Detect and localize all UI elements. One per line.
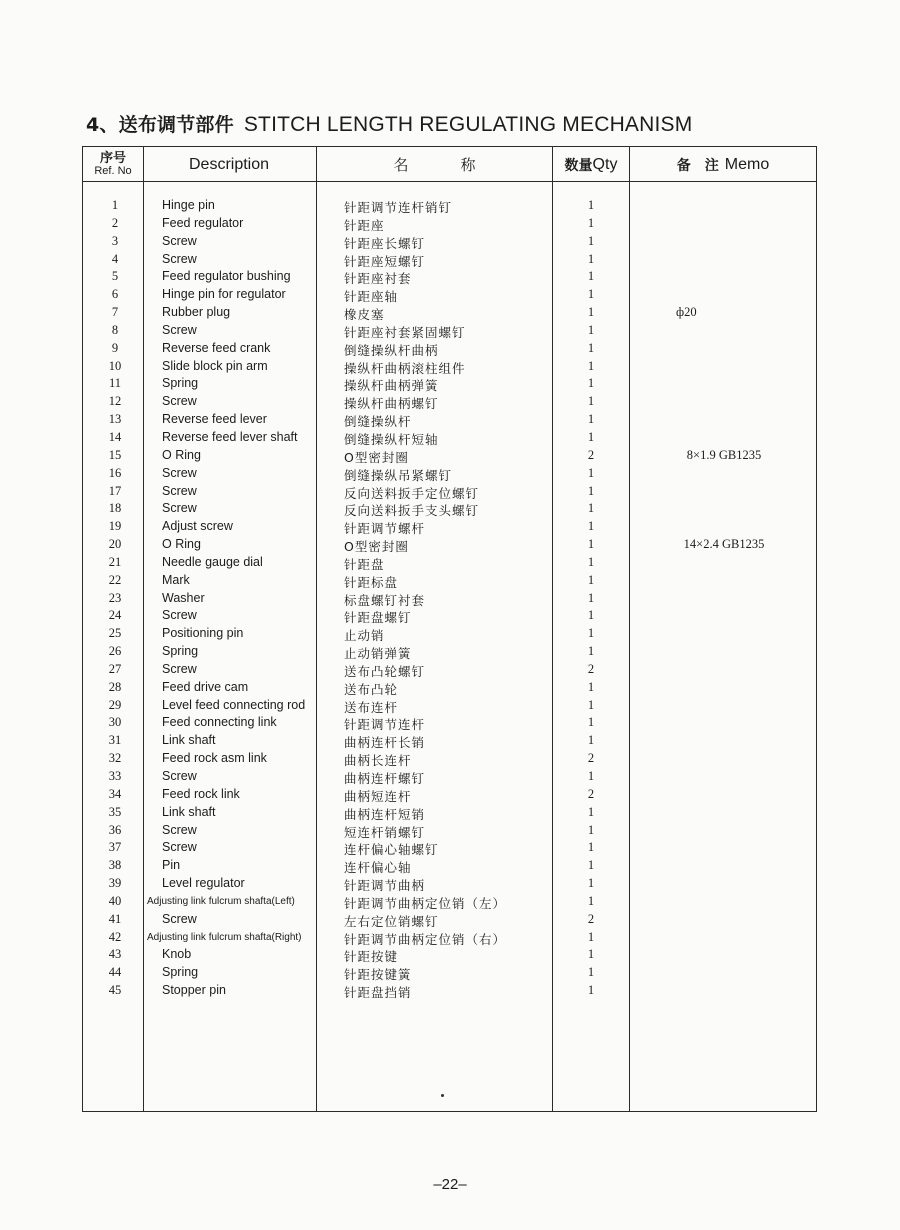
qty-cell: 1 bbox=[587, 519, 595, 534]
qty-cell: 1 bbox=[587, 644, 595, 659]
ref-no-cell: 28 bbox=[108, 679, 122, 694]
name-cell: 操纵杆曲柄弹簧 bbox=[344, 378, 439, 394]
table-row bbox=[0, 359, 900, 377]
ref-no-cell: 36 bbox=[108, 822, 122, 837]
table-row bbox=[0, 751, 900, 769]
table-row bbox=[0, 715, 900, 733]
header-ref-cn: 序号 bbox=[99, 151, 126, 166]
name-cell: 针距座衬套 bbox=[344, 271, 412, 287]
table-row bbox=[0, 216, 900, 234]
table-row bbox=[0, 858, 900, 876]
name-cell: 操纵杆曲柄滚柱组件 bbox=[344, 360, 466, 376]
qty-cell: 1 bbox=[587, 679, 595, 694]
header-memo-en: Memo bbox=[724, 155, 770, 173]
name-cell: 倒缝操纵杆 bbox=[344, 414, 412, 430]
name-cell: 送布连杆 bbox=[344, 699, 399, 715]
ref-no-cell: 39 bbox=[108, 876, 122, 891]
table-row bbox=[0, 662, 900, 680]
qty-cell: 1 bbox=[587, 429, 595, 444]
description-cell: Mark bbox=[162, 572, 190, 587]
qty-cell: 1 bbox=[587, 626, 595, 641]
ref-no-cell: 38 bbox=[108, 858, 122, 873]
table-row bbox=[0, 305, 900, 323]
table-row bbox=[0, 823, 900, 841]
table-row bbox=[0, 965, 900, 983]
qty-cell: 1 bbox=[587, 376, 595, 391]
ref-no-cell: 37 bbox=[108, 840, 122, 855]
qty-cell: 1 bbox=[587, 412, 595, 427]
header-name-1: 名 bbox=[393, 156, 409, 174]
table-row bbox=[0, 287, 900, 305]
description-cell: Link shaft bbox=[162, 804, 216, 819]
description-cell: Feed regulator bbox=[162, 215, 244, 230]
qty-cell: 1 bbox=[587, 358, 595, 373]
table-row bbox=[0, 698, 900, 716]
table-row bbox=[0, 198, 900, 216]
ref-no-cell: 30 bbox=[108, 715, 122, 730]
qty-cell: 1 bbox=[587, 733, 595, 748]
ref-no-cell: 12 bbox=[108, 394, 122, 409]
description-cell: Slide block pin arm bbox=[162, 358, 268, 373]
table-row bbox=[0, 484, 900, 502]
name-cell: 针距按键 bbox=[344, 949, 399, 965]
qty-cell: 2 bbox=[587, 751, 595, 766]
name-cell: 针距盘挡销 bbox=[344, 985, 412, 1001]
ref-no-cell: 15 bbox=[108, 447, 122, 462]
table-row bbox=[0, 930, 900, 948]
description-cell: Level regulator bbox=[162, 876, 245, 891]
table-row bbox=[0, 430, 900, 448]
qty-cell: 1 bbox=[587, 269, 595, 284]
table-row bbox=[0, 537, 900, 555]
description-cell: Feed drive cam bbox=[162, 679, 249, 694]
ref-no-cell: 21 bbox=[108, 554, 122, 569]
scan-speck bbox=[441, 1094, 444, 1097]
ref-no-cell: 9 bbox=[111, 340, 119, 355]
ref-no-cell: 27 bbox=[108, 661, 122, 676]
name-cell: 反向送料扳手定位螺钉 bbox=[344, 485, 480, 501]
header-name-2: 称 bbox=[460, 156, 476, 174]
name-cell: 曲柄短连杆 bbox=[344, 788, 412, 804]
title-chinese: 4、送布调节部件 bbox=[86, 114, 234, 136]
qty-cell: 1 bbox=[587, 394, 595, 409]
description-cell: Screw bbox=[162, 465, 197, 480]
header-memo-cn: 备 注 bbox=[676, 157, 719, 174]
table-row bbox=[0, 376, 900, 394]
name-cell: 针距按键簧 bbox=[344, 967, 412, 983]
table-row bbox=[0, 912, 900, 930]
name-cell: 针距座衬套紧固螺钉 bbox=[344, 324, 466, 340]
name-cell: 倒缝操纵杆短轴 bbox=[344, 431, 439, 447]
table-row bbox=[0, 466, 900, 484]
qty-cell: 1 bbox=[587, 822, 595, 837]
description-cell: Needle gauge dial bbox=[162, 554, 263, 569]
ref-no-cell: 32 bbox=[108, 751, 122, 766]
ref-no-cell: 42 bbox=[108, 929, 122, 944]
page-number: –22– bbox=[433, 1176, 467, 1193]
qty-cell: 1 bbox=[587, 697, 595, 712]
ref-no-cell: 20 bbox=[108, 537, 122, 552]
description-cell: Rubber plug bbox=[162, 305, 231, 320]
table-row bbox=[0, 591, 900, 609]
qty-cell: 1 bbox=[587, 590, 595, 605]
name-cell: 送布凸轮螺钉 bbox=[344, 663, 426, 679]
table-row bbox=[0, 894, 900, 912]
ref-no-cell: 22 bbox=[108, 572, 122, 587]
memo-cell: 14×2.4 GB1235 bbox=[683, 537, 765, 552]
table-row bbox=[0, 644, 900, 662]
parts-list bbox=[0, 198, 900, 1001]
qty-cell: 1 bbox=[587, 947, 595, 962]
description-cell: Stopper pin bbox=[162, 983, 226, 998]
table-row bbox=[0, 394, 900, 412]
ref-no-cell: 5 bbox=[111, 269, 119, 284]
qty-cell: 1 bbox=[587, 983, 595, 998]
table-row bbox=[0, 269, 900, 287]
table-row bbox=[0, 769, 900, 787]
description-cell: Screw bbox=[162, 322, 197, 337]
ref-no-cell: 7 bbox=[111, 305, 119, 320]
table-row bbox=[0, 519, 900, 537]
ref-no-cell: 14 bbox=[108, 429, 122, 444]
name-cell: 操纵杆曲柄螺钉 bbox=[344, 396, 439, 412]
qty-cell: 1 bbox=[587, 251, 595, 266]
name-cell: 倒缝操纵吊紧螺钉 bbox=[344, 467, 453, 483]
qty-cell: 1 bbox=[587, 322, 595, 337]
ref-no-cell: 24 bbox=[108, 608, 122, 623]
description-cell: Screw bbox=[162, 394, 197, 409]
qty-cell: 1 bbox=[587, 483, 595, 498]
qty-cell: 1 bbox=[587, 858, 595, 873]
description-cell: Reverse feed lever bbox=[162, 412, 267, 427]
description-cell: Spring bbox=[162, 376, 199, 391]
qty-cell: 1 bbox=[587, 215, 595, 230]
description-cell: Screw bbox=[162, 608, 197, 623]
name-cell: 针距调节螺杆 bbox=[344, 521, 426, 537]
qty-cell: 1 bbox=[587, 608, 595, 623]
table-row bbox=[0, 234, 900, 252]
qty-cell: 1 bbox=[587, 465, 595, 480]
table-row bbox=[0, 787, 900, 805]
table-row bbox=[0, 608, 900, 626]
name-cell: 短连杆销螺钉 bbox=[344, 824, 426, 840]
name-cell: 针距座长螺钉 bbox=[344, 235, 426, 251]
name-cell: 针距调节曲柄 bbox=[344, 878, 426, 894]
ref-no-cell: 34 bbox=[108, 786, 122, 801]
name-cell: 送布凸轮 bbox=[344, 681, 399, 697]
table-row bbox=[0, 626, 900, 644]
table-row bbox=[0, 733, 900, 751]
description-cell: Screw bbox=[162, 483, 197, 498]
ref-no-cell: 4 bbox=[111, 251, 119, 266]
table-row bbox=[0, 840, 900, 858]
description-cell: Screw bbox=[162, 840, 197, 855]
qty-cell: 2 bbox=[587, 447, 595, 462]
name-cell: 针距座短螺钉 bbox=[344, 253, 426, 269]
description-cell: Level feed connecting rod bbox=[162, 697, 306, 712]
name-cell: 曲柄连杆螺钉 bbox=[344, 771, 426, 786]
description-cell: Feed regulator bushing bbox=[162, 269, 291, 284]
description-cell: Screw bbox=[162, 251, 197, 266]
ref-no-cell: 31 bbox=[108, 733, 122, 748]
name-cell: 连杆偏心轴 bbox=[344, 860, 412, 876]
ref-no-cell: 26 bbox=[108, 644, 122, 659]
name-cell: 止动销 bbox=[344, 628, 385, 644]
name-cell: 曲柄连杆长销 bbox=[344, 735, 426, 751]
ref-no-cell: 10 bbox=[108, 358, 122, 373]
name-cell: 曲柄长连杆 bbox=[344, 753, 412, 769]
header-qty-en: Qty bbox=[592, 155, 618, 173]
description-cell: O Ring bbox=[162, 447, 201, 462]
ref-no-cell: 29 bbox=[108, 697, 122, 712]
name-cell: 止动销弹簧 bbox=[344, 646, 412, 662]
table-row bbox=[0, 680, 900, 698]
ref-no-cell: 6 bbox=[111, 287, 119, 302]
header-memo bbox=[630, 148, 816, 181]
qty-cell: 2 bbox=[587, 911, 595, 926]
name-cell: 连杆偏心轴螺钉 bbox=[344, 842, 439, 858]
description-cell: Adjust screw bbox=[162, 519, 233, 534]
qty-cell: 1 bbox=[587, 198, 595, 212]
memo-cell: ф20 bbox=[676, 305, 697, 320]
ref-no-cell: 3 bbox=[111, 233, 119, 248]
description-cell: Adjusting link fulcrum shafta(Right) bbox=[147, 931, 302, 943]
name-cell: 针距调节连杆 bbox=[344, 717, 426, 733]
qty-cell: 2 bbox=[587, 786, 595, 801]
description-cell: Washer bbox=[162, 590, 205, 605]
title-english: STITCH LENGTH REGULATING MECHANISM bbox=[243, 113, 693, 136]
table-row bbox=[0, 983, 900, 1001]
description-cell: Reverse feed crank bbox=[162, 340, 271, 355]
name-cell: 针距调节曲柄定位销（右） bbox=[344, 931, 507, 947]
name-cell: 标盘螺钉衬套 bbox=[344, 592, 426, 608]
description-cell: Hinge pin for regulator bbox=[162, 287, 286, 302]
qty-cell: 1 bbox=[587, 929, 595, 944]
ref-no-cell: 35 bbox=[108, 804, 122, 819]
qty-cell: 1 bbox=[587, 804, 595, 819]
qty-cell: 1 bbox=[587, 893, 595, 908]
description-cell: Screw bbox=[162, 501, 197, 516]
description-cell: Feed connecting link bbox=[162, 715, 277, 730]
description-cell: Screw bbox=[162, 661, 197, 676]
description-cell: Feed rock link bbox=[162, 786, 240, 801]
ref-no-cell: 1 bbox=[111, 198, 119, 212]
header-ref-no bbox=[84, 148, 142, 181]
description-cell: Positioning pin bbox=[162, 626, 244, 641]
description-cell: Screw bbox=[162, 769, 197, 783]
header-name bbox=[317, 148, 552, 181]
name-cell: 曲柄连杆短销 bbox=[344, 806, 426, 822]
ref-no-cell: 33 bbox=[108, 769, 122, 783]
ref-no-cell: 25 bbox=[108, 626, 122, 641]
header-qty bbox=[553, 148, 629, 181]
header-ref-en: Ref. No bbox=[94, 165, 132, 177]
name-cell: 针距调节曲柄定位销（左） bbox=[344, 895, 507, 911]
name-cell: 针距座 bbox=[344, 217, 385, 233]
qty-cell: 1 bbox=[587, 305, 595, 320]
qty-cell: 1 bbox=[587, 501, 595, 516]
name-cell: 针距盘螺钉 bbox=[344, 610, 412, 626]
table-row bbox=[0, 947, 900, 965]
name-cell: 针距盘 bbox=[344, 556, 385, 572]
ref-no-cell: 44 bbox=[108, 965, 122, 980]
table-row bbox=[0, 323, 900, 341]
ref-no-cell: 8 bbox=[111, 322, 119, 337]
qty-cell: 1 bbox=[587, 876, 595, 891]
qty-cell: 1 bbox=[587, 287, 595, 302]
description-cell: Screw bbox=[162, 233, 197, 248]
name-cell: 针距座轴 bbox=[344, 289, 399, 305]
name-cell: O型密封圈 bbox=[344, 449, 409, 465]
description-cell: Spring bbox=[162, 644, 199, 659]
description-cell: Feed rock asm link bbox=[162, 751, 267, 766]
ref-no-cell: 19 bbox=[108, 519, 122, 534]
description-cell: Screw bbox=[162, 911, 197, 926]
description-cell: Link shaft bbox=[162, 733, 216, 748]
ref-no-cell: 41 bbox=[108, 911, 122, 926]
ref-no-cell: 2 bbox=[111, 215, 119, 230]
qty-cell: 1 bbox=[587, 840, 595, 855]
qty-cell: 1 bbox=[587, 769, 595, 783]
table-row bbox=[0, 252, 900, 270]
name-cell: 橡皮塞 bbox=[344, 307, 385, 323]
description-cell: O Ring bbox=[162, 537, 201, 552]
header-divider bbox=[82, 181, 817, 182]
qty-cell: 1 bbox=[587, 340, 595, 355]
description-cell: Knob bbox=[162, 947, 192, 962]
ref-no-cell: 18 bbox=[108, 501, 122, 516]
description-cell: Reverse feed lever shaft bbox=[162, 429, 298, 444]
table-row bbox=[0, 412, 900, 430]
description-cell: Pin bbox=[162, 858, 181, 873]
memo-cell: 8×1.9 GB1235 bbox=[686, 447, 762, 462]
ref-no-cell: 43 bbox=[108, 947, 122, 962]
qty-cell: 1 bbox=[587, 233, 595, 248]
name-cell: 反向送料扳手支头螺钉 bbox=[344, 503, 480, 519]
table-row bbox=[0, 501, 900, 519]
table-row bbox=[0, 573, 900, 591]
name-cell: 针距标盘 bbox=[344, 574, 399, 590]
ref-no-cell: 45 bbox=[108, 983, 122, 998]
table-row bbox=[0, 805, 900, 823]
table-row bbox=[0, 341, 900, 359]
page-title bbox=[86, 110, 692, 137]
name-cell: 倒缝操纵杆曲柄 bbox=[344, 342, 439, 358]
qty-cell: 1 bbox=[587, 537, 595, 552]
table-row bbox=[0, 448, 900, 466]
qty-cell: 1 bbox=[587, 715, 595, 730]
header-description: Description bbox=[188, 155, 270, 173]
description-cell: Adjusting link fulcrum shafta(Left) bbox=[147, 895, 295, 907]
header-qty-cn: 数量 bbox=[564, 157, 593, 174]
table-row bbox=[0, 555, 900, 573]
qty-cell: 1 bbox=[587, 572, 595, 587]
description-cell: Spring bbox=[162, 965, 199, 980]
ref-no-cell: 17 bbox=[108, 483, 122, 498]
table-row bbox=[0, 876, 900, 894]
name-cell: 针距调节连杆销钉 bbox=[344, 200, 453, 215]
ref-no-cell: 23 bbox=[108, 590, 122, 605]
qty-cell: 1 bbox=[587, 965, 595, 980]
description-cell: Hinge pin bbox=[162, 198, 215, 212]
ref-no-cell: 40 bbox=[108, 893, 122, 908]
name-cell: 左右定位销螺钉 bbox=[344, 913, 439, 929]
description-cell: Screw bbox=[162, 822, 197, 837]
ref-no-cell: 13 bbox=[108, 412, 122, 427]
qty-cell: 2 bbox=[587, 661, 595, 676]
ref-no-cell: 11 bbox=[108, 376, 122, 391]
qty-cell: 1 bbox=[587, 554, 595, 569]
name-cell: O型密封圈 bbox=[344, 539, 409, 555]
ref-no-cell: 16 bbox=[108, 465, 122, 480]
